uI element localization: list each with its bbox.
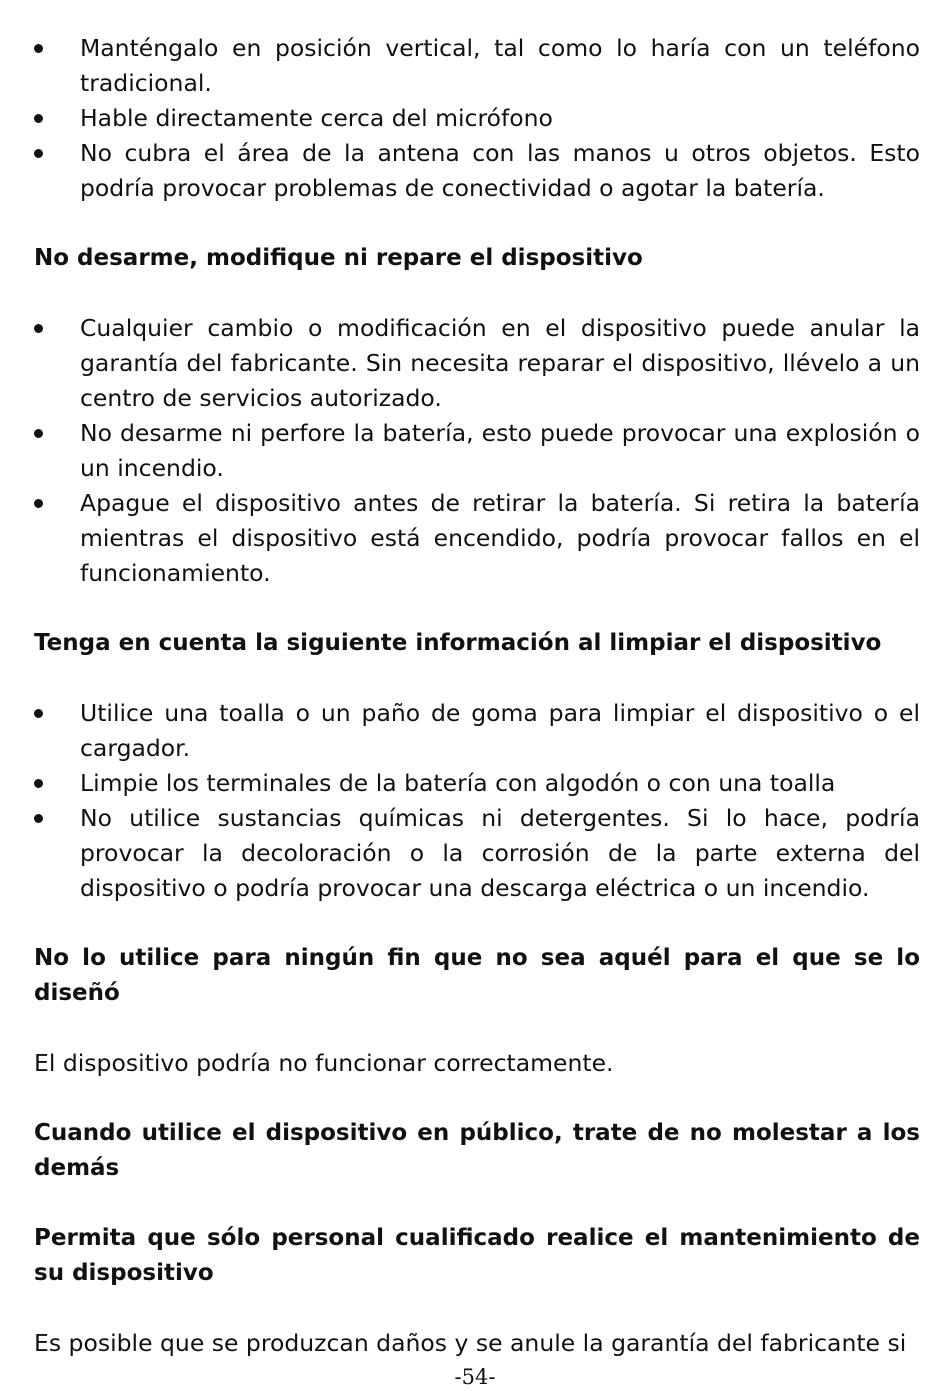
list-item	[34, 486, 920, 591]
list-item-text: Limpie los terminales de la batería con algodón o con una toalla	[80, 769, 836, 797]
document-page	[34, 31, 920, 1361]
section-heading-intended-use: No lo utilice para ningún fin que no sea aquél para el que se lo diseñó	[34, 945, 920, 1006]
spacer	[34, 591, 920, 626]
bullet-icon	[34, 114, 43, 123]
list-item	[34, 696, 920, 766]
list-item	[34, 136, 920, 206]
list-item	[34, 31, 920, 101]
list-item-text: Apague el dispositivo antes de retirar la batería. Si retira la batería mientras el dispositivo está encendido, podría provocar fallos en el funcionamiento.	[80, 489, 920, 587]
bullet-icon	[34, 429, 43, 438]
list-item-text: Cualquier cambio o modificación en el dispositivo puede anular la garantía del fabricante. Sin necesita reparar el dispositivo, llévelo a un centro de servicios autorizado.	[80, 314, 920, 412]
bullet-icon	[34, 324, 43, 333]
bullet-icon	[34, 499, 43, 508]
spacer	[34, 1081, 920, 1116]
bullet-icon	[34, 44, 43, 53]
list-item-text: Hable directamente cerca del micrófono	[80, 104, 553, 132]
bullet-list-disassembly	[34, 311, 920, 591]
list-item	[34, 801, 920, 906]
section-heading-qualified-service: Permita que sólo personal cualificado realice el mantenimiento de su dispositivo	[34, 1225, 920, 1286]
bullet-list-cleaning	[34, 696, 920, 906]
spacer	[34, 906, 920, 941]
list-item-text: No cubra el área de la antena con las manos u otros objetos. Esto podría provocar problemas de conectividad o agotar la batería.	[80, 139, 920, 202]
list-item-text: Utilice una toalla o un paño de goma para limpiar el dispositivo o el cargador.	[80, 699, 920, 762]
list-item	[34, 101, 920, 136]
section-heading-disassembly: No desarme, modifique ni repare el dispositivo	[34, 245, 643, 271]
list-item	[34, 416, 920, 486]
spacer	[34, 661, 920, 696]
spacer	[34, 276, 920, 311]
page-number: -54-	[454, 1365, 496, 1389]
list-item-text: No utilice sustancias químicas ni detergentes. Si lo hace, podría provocar la decoloración o la corrosión de la parte externa del dispositivo o podría provocar una descarga eléctrica o un incendio.	[80, 804, 920, 902]
bullet-icon	[34, 709, 43, 718]
list-item	[34, 311, 920, 416]
spacer	[34, 206, 920, 241]
bullet-icon	[34, 149, 43, 158]
paragraph-qualified-service: Es posible que se produzcan daños y se anule la garantía del fabricante si	[34, 1329, 907, 1357]
spacer	[34, 1186, 920, 1221]
bullet-icon	[34, 814, 43, 823]
section-heading-public-use: Cuando utilice el dispositivo en público, trate de no molestar a los demás	[34, 1120, 920, 1181]
list-item-text: Manténgalo en posición vertical, tal como lo haría con un teléfono tradicional.	[80, 34, 920, 97]
list-item-text: No desarme ni perfore la batería, esto puede provocar una explosión o un incendio.	[80, 419, 920, 482]
paragraph-intended-use: El dispositivo podría no funcionar correctamente.	[34, 1049, 614, 1077]
spacer	[34, 1291, 920, 1326]
bullet-icon	[34, 779, 43, 788]
section-heading-cleaning: Tenga en cuenta la siguiente información al limpiar el dispositivo	[34, 630, 882, 656]
list-item	[34, 766, 920, 801]
bullet-list-usage	[34, 31, 920, 206]
spacer	[34, 1011, 920, 1046]
